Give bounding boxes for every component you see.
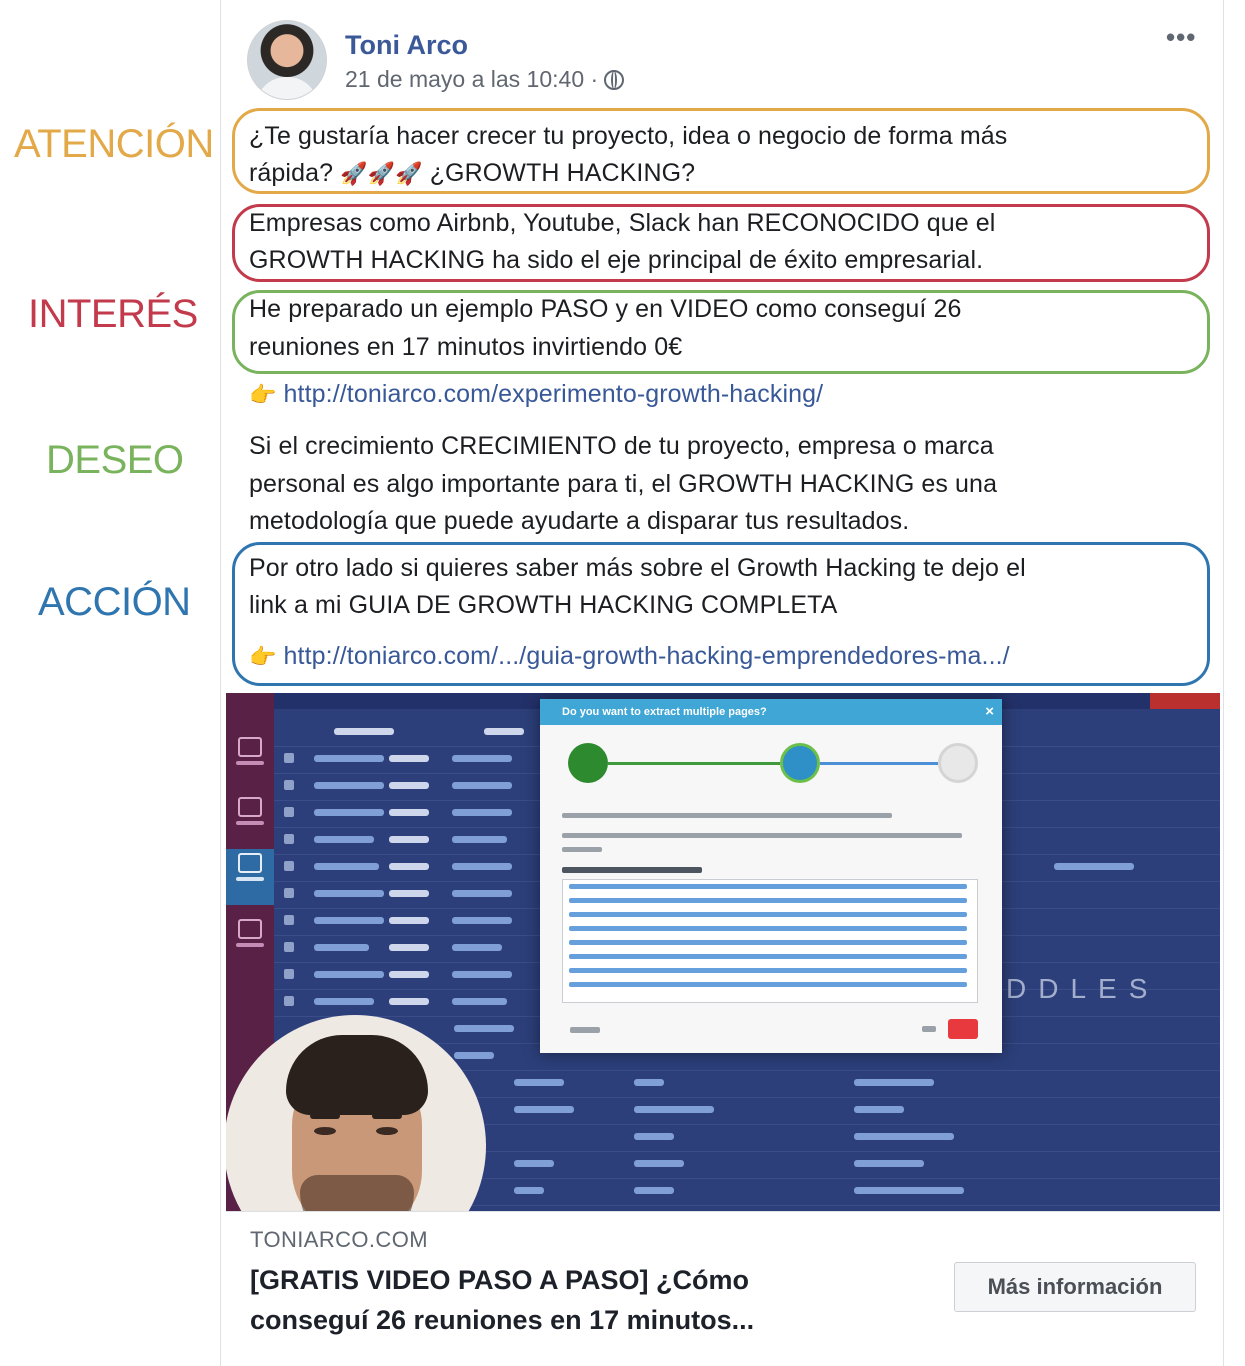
post-text-line: Empresas como Airbnb, Youtube, Slack han RECONOCIDO que el [249,209,996,237]
post-link-guia[interactable]: http://toniarco.com/.../guia-growth-hacking-emprendedores-ma.../ [283,642,1010,670]
more-info-button[interactable]: Más información [954,1262,1196,1312]
post-text-line: personal es algo importante para ti, el GROWTH HACKING es una [249,470,998,498]
globe-icon [604,70,624,90]
divider [226,1211,1220,1212]
post-text-line: Por otro lado si quieres saber más sobre el Growth Hacking te dejo el [249,554,1026,582]
aida-label-atencion: ATENCIÓN [14,122,214,166]
close-icon: × [985,703,994,720]
aida-label-deseo: DESEO [46,438,184,482]
pointing-hand-icon: 👉 [249,382,277,407]
aida-label-accion: ACCIÓN [38,580,191,624]
pointing-hand-icon: 👉 [249,644,277,669]
post-text-line: Si el crecimiento CRECIMIENTO de tu proyecto, empresa o marca [249,432,994,460]
more-options-icon[interactable]: ••• [1166,22,1197,52]
post-text-line: link a mi GUIA DE GROWTH HACKING COMPLETA [249,591,838,619]
post-text-line: He preparado un ejemplo PASO y en VIDEO como conseguí 26 [249,295,962,323]
post-link-row [249,638,1010,675]
post-text-line: metodología que puede ayudarte a disparar tus resultados. [249,507,910,535]
post-text-line: reuniones en 17 minutos invirtiendo 0€ [249,333,683,361]
preview-modal-header: Do you want to extract multiple pages? × [540,699,1002,725]
link-preview-image[interactable] [226,693,1220,1211]
post-text-line: rápida? 🚀🚀🚀 ¿GROWTH HACKING? [249,155,695,192]
link-preview-title[interactable]: [GRATIS VIDEO PASO A PASO] ¿Cómo conseguí 26 reuniones en 17 minutos... [250,1265,755,1335]
post-text-line: ¿Te gustaría hacer crecer tu proyecto, idea o negocio de forma más [249,122,1008,150]
aida-label-interes: INTERÉS [28,292,198,336]
preview-watermark: DDLES [1006,973,1160,1004]
post-meta [345,66,624,93]
rocket-icon: 🚀🚀🚀 [340,161,423,186]
post-text-line: GROWTH HACKING ha sido el eje principal de éxito empresarial. [249,246,984,274]
preview-url-list [562,879,978,1003]
preview-steps [568,743,978,783]
author-name[interactable]: Toni Arco [345,30,468,60]
author-avatar[interactable] [247,20,327,100]
post-link-experimento[interactable]: http://toniarco.com/experimento-growth-hacking/ [283,380,824,408]
post-link-row [249,376,823,413]
preview-modal [540,699,1002,1053]
link-preview-domain: TONIARCO.COM [250,1227,428,1252]
post-timestamp[interactable]: 21 de mayo a las 10:40 · [345,66,599,92]
